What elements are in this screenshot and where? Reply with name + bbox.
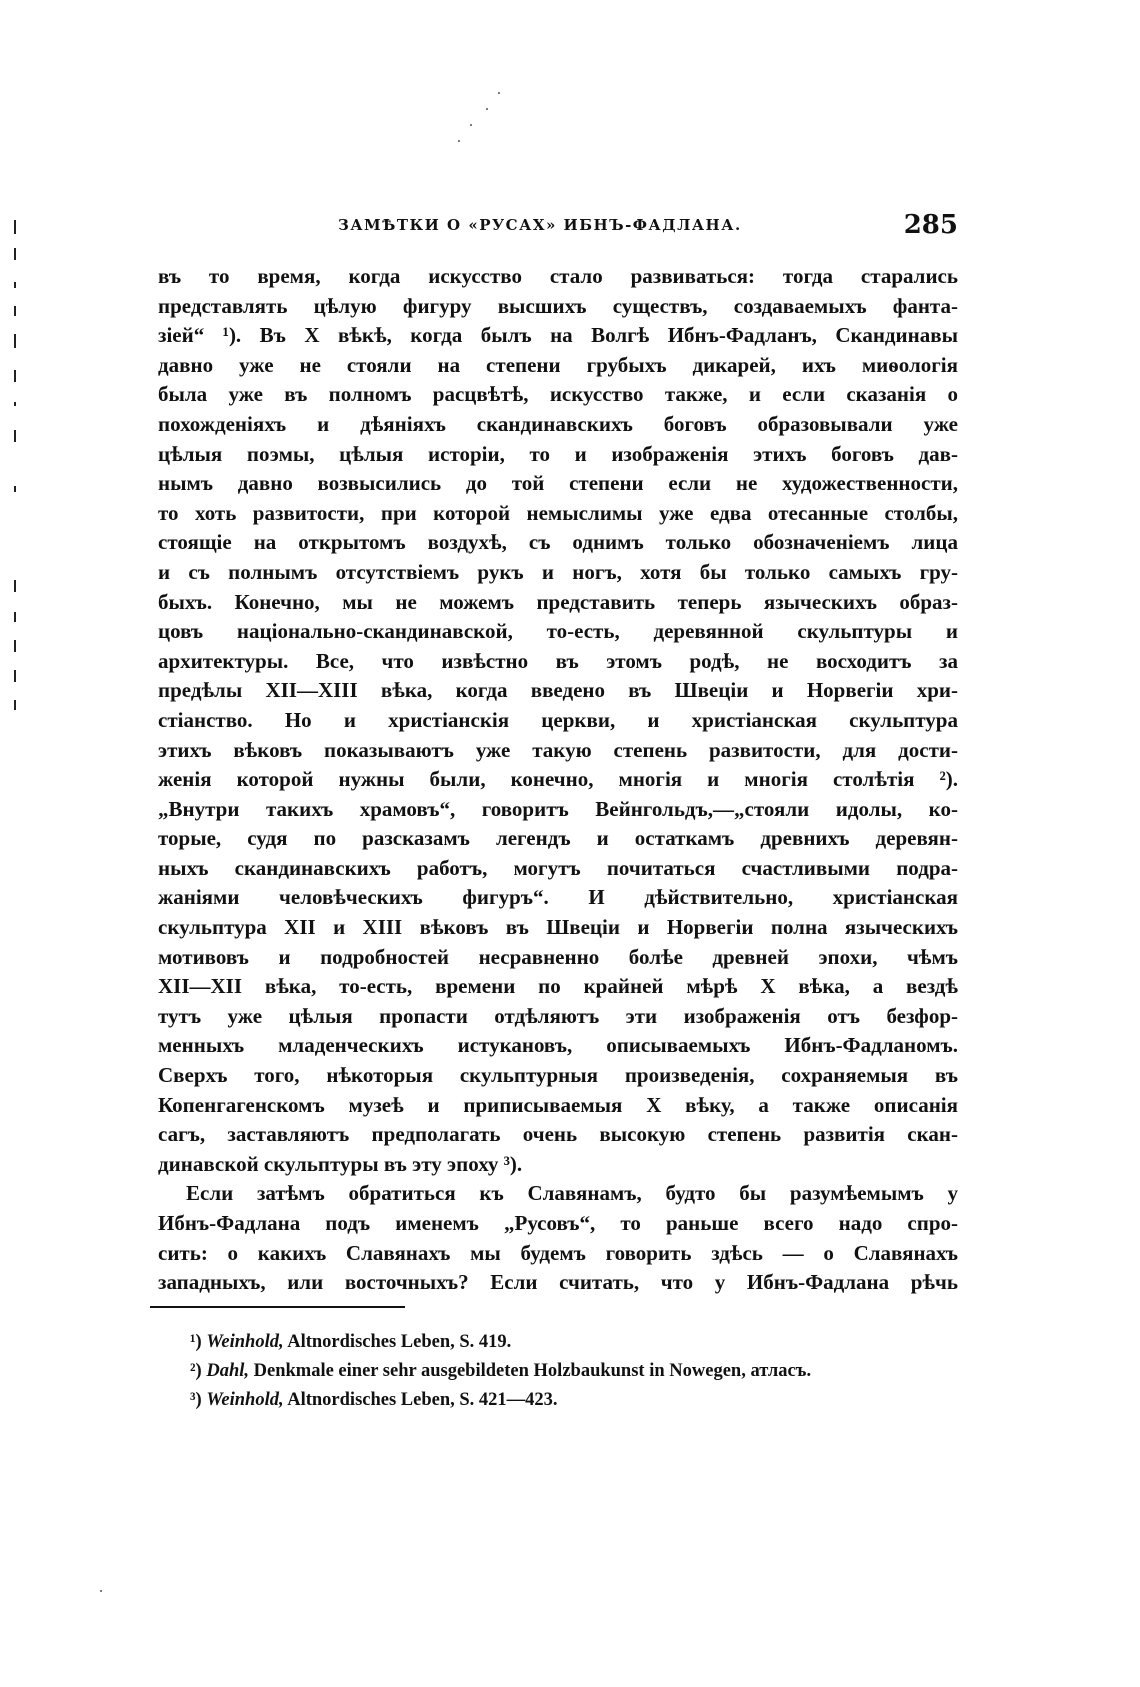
footnote bbox=[190, 1386, 970, 1415]
text-line: XII—XII вѣка, то-есть, времени по крайней мѣрѣ X вѣка, а вездѣ bbox=[158, 974, 958, 999]
text-line: женія которой нужны были, конечно, многія и многія столѣтія ²). bbox=[158, 767, 958, 792]
text-line: Копенгагенскомъ музеѣ и приписываемыя X вѣку, а также описанія bbox=[158, 1092, 958, 1117]
footnote bbox=[190, 1357, 970, 1386]
paragraph-end-line: динавской скульптуры въ эту эпоху ³). bbox=[158, 1151, 523, 1176]
text-line: сагъ, заставляютъ предполагать очень высокую степень развитія скан- bbox=[158, 1122, 958, 1147]
footnote-mark: ²) bbox=[190, 1361, 202, 1381]
text-line: Сверхъ того, нѣкоторыя скульптурныя произведенія, сохраняемыя въ bbox=[158, 1063, 958, 1088]
text-line: западныхъ, или восточныхъ? Если считать, что у Ибнъ-Фадлана рѣчь bbox=[158, 1270, 958, 1295]
text-line: менныхъ младенческихъ истукановъ, описываемыхъ Ибнъ-Фадланомъ. bbox=[158, 1033, 958, 1058]
footnote-text: Altnordisches Leben, S. 419. bbox=[287, 1332, 512, 1352]
body-text bbox=[158, 262, 958, 1298]
text-line: представлять цѣлую фигуру высшихъ существъ, создаваемыхъ фанта- bbox=[158, 293, 958, 318]
text-line: ныхъ скандинавскихъ работъ, могутъ почитаться счастливыми подра- bbox=[158, 855, 958, 880]
text-line: этихъ вѣковъ показываютъ уже такую степень развитости, для дости- bbox=[158, 737, 958, 762]
footnote-mark: ³) bbox=[190, 1390, 202, 1410]
text-line: похожденіяхъ и дѣяніяхъ скандинавскихъ боговъ образовывали уже bbox=[158, 411, 958, 436]
text-line: Ибнъ-Фадлана подъ именемъ „Русовъ“, то раньше всего надо спро- bbox=[158, 1211, 958, 1235]
footnote bbox=[190, 1328, 970, 1357]
text-line: стіанство. Но и христіанскія церкви, и христіанская скульптура bbox=[158, 707, 958, 732]
text-line: то хоть развитости, при которой немыслимы уже едва отесанные столбы, bbox=[158, 500, 958, 525]
text-line: „Внутри такихъ храмовъ“, говоритъ Вейнгольдъ,—„стояли идолы, ко- bbox=[158, 796, 958, 821]
footnote-author: Dahl, bbox=[206, 1361, 250, 1381]
footnote-mark: ¹) bbox=[190, 1332, 202, 1352]
text-line: предѣлы XII—XIII вѣка, когда введено въ Швеціи и Норвегіи хри- bbox=[158, 678, 958, 703]
footnote-author: Weinhold, bbox=[206, 1332, 284, 1352]
text-line: зіей“ ¹). Въ X вѣкѣ, когда былъ на Волгѣ Ибнъ-Фадланъ, Скандинавы bbox=[158, 323, 958, 348]
page-header bbox=[158, 210, 958, 246]
page-number: 285 bbox=[903, 210, 958, 240]
text-line: цовъ національно-скандинавской, то-есть, деревянной скульптуры и bbox=[158, 619, 958, 644]
footnote-text: Denkmale einer sehr ausgebildeten Holzbaukunst in Nowegen, атласъ. bbox=[253, 1361, 812, 1381]
footnotes bbox=[190, 1328, 970, 1415]
text-line: мотивовъ и подробностей несравненно болѣе древней эпохи, чѣмъ bbox=[158, 944, 958, 969]
running-title: ЗАМѢТКИ О «РУСАХ» ИБНЪ-ФАДЛАНА. bbox=[338, 216, 742, 234]
text-line: и съ полнымъ отсутствіемъ рукъ и ногъ, хотя бы только самыхъ гру- bbox=[158, 559, 958, 584]
text-line: тутъ уже цѣлыя пропасти отдѣляютъ эти изображенія отъ безфор- bbox=[158, 1003, 958, 1028]
text-line: нымъ давно возвысились до той степени если не художественности, bbox=[158, 471, 958, 496]
text-line: сить: о какихъ Славянахъ мы будемъ говорить здѣсь — о Славянахъ bbox=[158, 1240, 958, 1265]
binding-margin-marks bbox=[14, 220, 24, 780]
text-line: давно уже не стояли на степени грубыхъ дикарей, ихъ миѳологія bbox=[158, 352, 958, 377]
text-line: архитектуры. Все, что извѣстно въ этомъ родѣ, не восходитъ за bbox=[158, 648, 958, 673]
text-line: быхъ. Конечно, мы не можемъ представить теперь языческихъ образ- bbox=[158, 589, 958, 614]
footnote-divider bbox=[150, 1306, 405, 1308]
footnote-author: Weinhold, bbox=[206, 1390, 284, 1410]
text-line: жаніями человѣческихъ фигуръ“. И дѣйствительно, христіанская bbox=[158, 885, 958, 910]
footnote-text: Altnordisches Leben, S. 421—423. bbox=[287, 1390, 558, 1410]
paragraph-start-line: Если затѣмъ обратиться къ Славянамъ, будто бы разумѣемымъ у bbox=[186, 1181, 958, 1206]
text-line: цѣлыя поэмы, цѣлыя исторіи, то и изображенія этихъ боговъ дав- bbox=[158, 441, 958, 466]
text-line: торые, судя по разсказамъ легендъ и остаткамъ древнихъ деревян- bbox=[158, 826, 958, 851]
text-line: скульптура XII и XIII вѣковъ въ Швеціи и Норвегіи полна языческихъ bbox=[158, 915, 958, 940]
text-line: стоящіе на открытомъ воздухѣ, съ однимъ только обозначеніемъ лица bbox=[158, 530, 958, 555]
text-line: въ то время, когда искусство стало развиваться: тогда старались bbox=[158, 264, 958, 288]
text-line: была уже въ полномъ расцвѣтѣ, искусство также, и если сказанія о bbox=[158, 382, 958, 407]
